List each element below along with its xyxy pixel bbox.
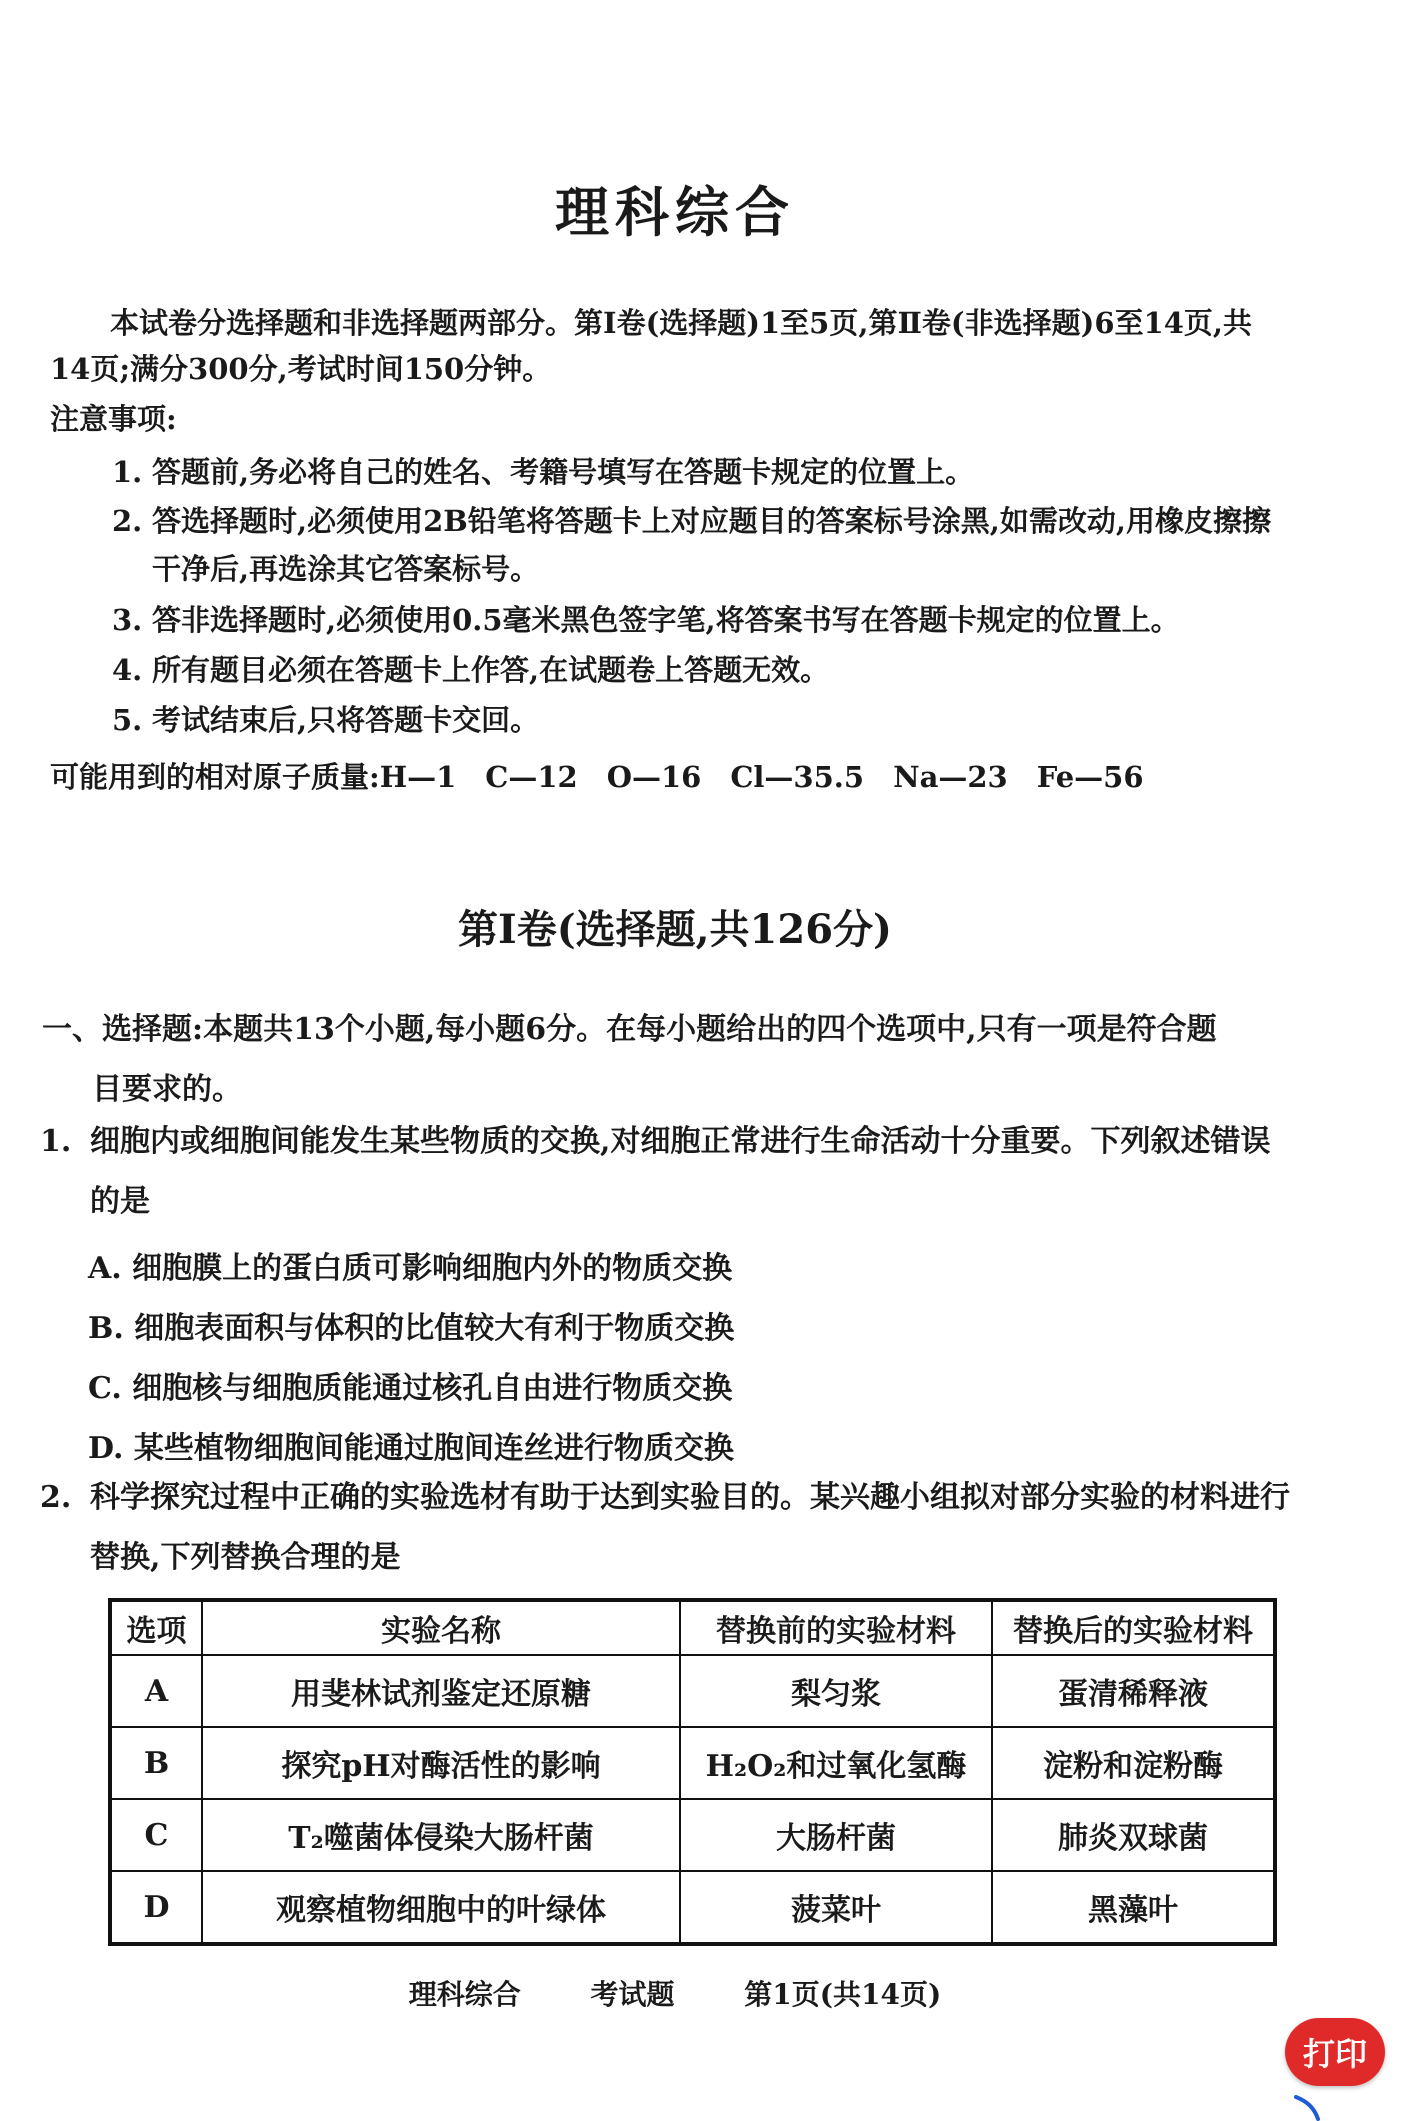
note-text: 答题前,务必将自己的姓名、考籍号填写在答题卡规定的位置上。	[152, 455, 975, 489]
note-number: 4.	[112, 653, 143, 687]
table-row	[110, 1871, 1275, 1944]
table-cell: 黑藻叶	[992, 1871, 1275, 1944]
option-a: A. 细胞膜上的蛋白质可影响细胞内外的物质交换	[88, 1251, 733, 1286]
page-footer	[0, 1973, 1350, 2013]
table-row	[110, 1727, 1275, 1799]
note-text: 答非选择题时,必须使用0.5毫米黑色签字笔,将答案书写在答题卡规定的位置上。	[152, 603, 1180, 637]
table-cell: 蛋清稀释液	[992, 1655, 1275, 1727]
table-header-cell: 实验名称	[202, 1600, 680, 1655]
table-cell: 探究pH对酶活性的影响	[202, 1727, 680, 1799]
table-cell: H₂O₂和过氧化氢酶	[680, 1727, 992, 1799]
table-header-row	[110, 1600, 1275, 1655]
note-text: 所有题目必须在答题卡上作答,在试题卷上答题无效。	[152, 653, 830, 687]
notes-heading: 注意事项:	[50, 402, 177, 436]
option-b: B. 细胞表面积与体积的比值较大有利于物质交换	[88, 1311, 735, 1346]
cursor-curl-icon	[1292, 2095, 1332, 2121]
table-header-cell: 替换后的实验材料	[992, 1600, 1275, 1655]
table-header-cell: 替换前的实验材料	[680, 1600, 992, 1655]
table-cell: C	[110, 1799, 202, 1871]
table-cell: 梨匀浆	[680, 1655, 992, 1727]
part-heading	[42, 1000, 1292, 1120]
table-row	[110, 1799, 1275, 1871]
table-cell: A	[110, 1655, 202, 1727]
atomic-masses: 可能用到的相对原子质量:H—1 C—12 O—16 Cl—35.5 Na—23 Fe—56	[50, 760, 1144, 794]
table-cell: 观察植物细胞中的叶绿体	[202, 1871, 680, 1944]
print-button[interactable]: 打印	[1285, 2018, 1385, 2086]
note-item	[112, 448, 1292, 496]
note-text: 考试结束后,只将答题卡交回。	[152, 703, 540, 737]
note-number: 2.	[112, 504, 143, 538]
note-number: 1.	[112, 455, 143, 489]
experiment-table	[108, 1598, 1277, 1946]
note-item	[112, 646, 1292, 694]
note-item	[112, 596, 1292, 644]
table-cell: D	[110, 1871, 202, 1944]
footer-kind: 考试题	[590, 1978, 675, 2011]
question-number: 2.	[40, 1480, 72, 1515]
note-number: 5.	[112, 703, 143, 737]
note-text: 答选择题时,必须使用2B铅笔将答题卡上对应题目的答案标号涂黑,如需改动,用橡皮擦擦干净后,再选涂其它答案标号。	[152, 504, 1271, 586]
note-number: 3.	[112, 603, 143, 637]
table-cell: 淀粉和淀粉酶	[992, 1727, 1275, 1799]
question-stem: 科学探究过程中正确的实验选材有助于达到实验目的。某兴趣小组拟对部分实验的材料进行替换,下列替换合理的是	[90, 1480, 1290, 1575]
table-cell: 肺炎双球菌	[992, 1799, 1275, 1871]
part-heading-line1: 一、选择题:本题共13个小题,每小题6分。在每小题给出的四个选项中,只有一项是符合题	[42, 1012, 1217, 1047]
table-cell: 菠菜叶	[680, 1871, 992, 1944]
table-cell: 用斐林试剂鉴定还原糖	[202, 1655, 680, 1727]
question-stem: 细胞内或细胞间能发生某些物质的交换,对细胞正常进行生命活动十分重要。下列叙述错误的是	[90, 1124, 1271, 1219]
note-item	[112, 696, 1292, 744]
note-item	[112, 497, 1292, 593]
question-number: 1.	[40, 1124, 72, 1159]
option-c: C. 细胞核与细胞质能通过核孔自由进行物质交换	[88, 1371, 733, 1406]
footer-page: 第1页(共14页)	[744, 1978, 942, 2011]
option-d: D. 某些植物细胞间能通过胞间连丝进行物质交换	[88, 1431, 734, 1466]
question-1	[40, 1112, 1295, 1232]
table-cell: 大肠杆菌	[680, 1799, 992, 1871]
table-cell: T₂噬菌体侵染大肠杆菌	[202, 1799, 680, 1871]
table-cell: B	[110, 1727, 202, 1799]
section-title: 第Ⅰ卷(选择题,共126分)	[458, 906, 892, 953]
question-2	[40, 1468, 1295, 1588]
table-header-cell: 选项	[110, 1600, 202, 1655]
footer-subject: 理科综合	[408, 1978, 521, 2011]
intro-paragraph: 本试卷分选择题和非选择题两部分。第Ⅰ卷(选择题)1至5页,第Ⅱ卷(非选择题)6至14页,共14页;满分300分,考试时间150分钟。	[50, 306, 1252, 386]
table-row	[110, 1655, 1275, 1727]
part-heading-line2: 目要求的。	[92, 1072, 242, 1107]
page-title: 理科综合	[555, 181, 795, 244]
